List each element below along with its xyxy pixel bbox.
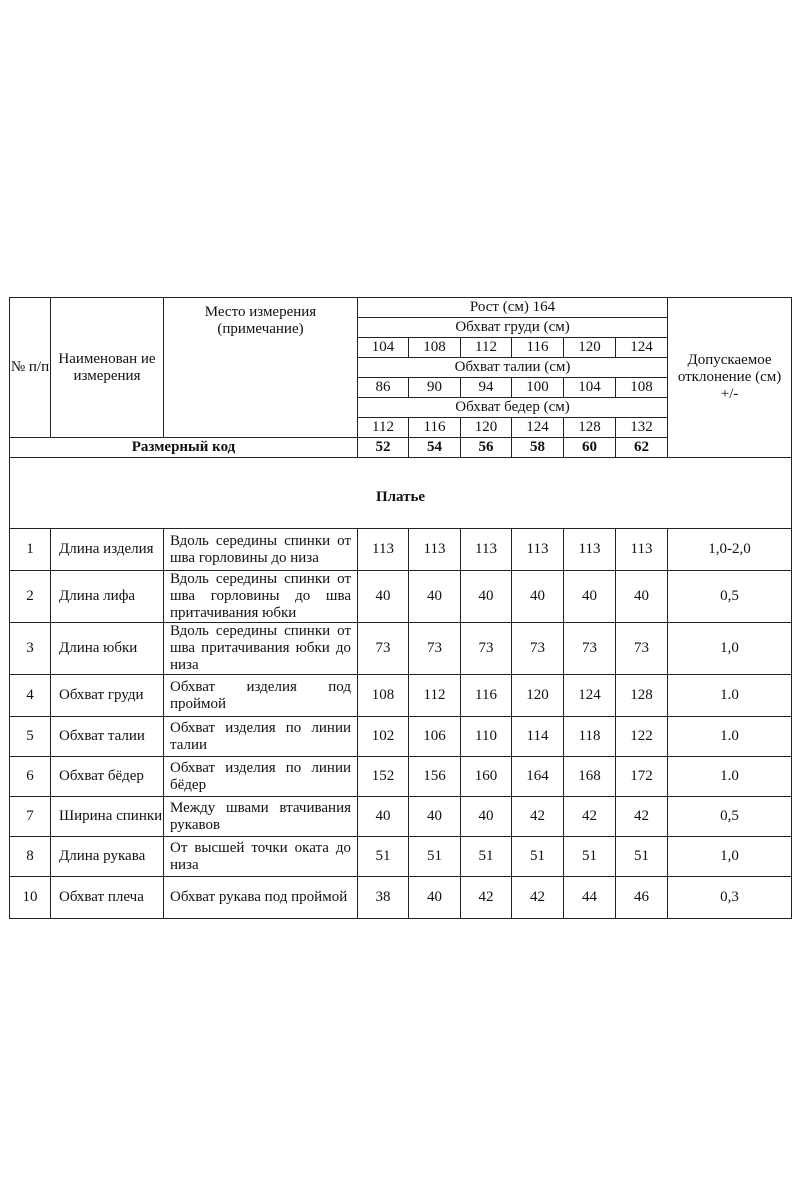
measurement-value: 73	[358, 623, 409, 675]
size-code: 60	[564, 438, 616, 458]
measurement-place: Между швами втачивания рукавов	[164, 797, 358, 837]
table-body	[10, 298, 792, 919]
size-code: 52	[358, 438, 409, 458]
measurement-value: 118	[564, 717, 616, 757]
measurement-place: Вдоль середины спинки от шва притачивания юбки до низа	[164, 623, 358, 675]
measurement-value: 122	[616, 717, 668, 757]
measurement-value: 128	[616, 675, 668, 717]
size-code: 54	[409, 438, 461, 458]
tolerance-value: 1,0	[668, 837, 792, 877]
chest-value: 112	[461, 338, 512, 358]
measurement-value: 102	[358, 717, 409, 757]
measurement-name: Длина лифа	[51, 571, 164, 623]
size-code: 62	[616, 438, 668, 458]
measurement-value: 40	[512, 571, 564, 623]
measurement-value: 40	[409, 571, 461, 623]
header-chest: Обхват груди (см)	[358, 318, 668, 338]
section-row	[10, 458, 792, 529]
measurement-value: 160	[461, 757, 512, 797]
waist-value: 108	[616, 378, 668, 398]
measurement-value: 51	[358, 837, 409, 877]
measurement-value: 40	[409, 877, 461, 919]
measurement-value: 113	[358, 529, 409, 571]
chest-value: 124	[616, 338, 668, 358]
measurement-value: 113	[409, 529, 461, 571]
size-code: 58	[512, 438, 564, 458]
hips-value: 124	[512, 418, 564, 438]
size-measurement-table	[9, 297, 792, 919]
measurement-place: Обхват изделия под проймой	[164, 675, 358, 717]
measurement-value: 40	[358, 797, 409, 837]
size-code-label: Размерный код	[10, 438, 358, 458]
measurement-value: 73	[616, 623, 668, 675]
measurement-place: От высшей точки оката до низа	[164, 837, 358, 877]
row-index: 4	[10, 675, 51, 717]
measurement-place: Обхват изделия по линии бёдер	[164, 757, 358, 797]
table-row	[10, 797, 792, 837]
table-row	[10, 571, 792, 623]
measurement-value: 44	[564, 877, 616, 919]
hips-value: 132	[616, 418, 668, 438]
chest-value: 108	[409, 338, 461, 358]
measurement-place: Вдоль середины спинки от шва горловины до шва притачивания юбки	[164, 571, 358, 623]
measurement-value: 73	[409, 623, 461, 675]
header-tolerance: Допускаемое отклонение (см) +/-	[668, 298, 792, 458]
measurement-place: Обхват рукава под проймой	[164, 877, 358, 919]
measurement-value: 51	[409, 837, 461, 877]
hips-value: 116	[409, 418, 461, 438]
measurement-value: 51	[512, 837, 564, 877]
table-row	[10, 529, 792, 571]
measurement-name: Обхват плеча	[51, 877, 164, 919]
table-row	[10, 623, 792, 675]
measurement-value: 116	[461, 675, 512, 717]
tolerance-value: 0,3	[668, 877, 792, 919]
waist-value: 104	[564, 378, 616, 398]
measurement-value: 38	[358, 877, 409, 919]
table-row	[10, 877, 792, 919]
waist-value: 90	[409, 378, 461, 398]
waist-value: 86	[358, 378, 409, 398]
measurement-value: 40	[564, 571, 616, 623]
row-index: 5	[10, 717, 51, 757]
measurement-value: 51	[461, 837, 512, 877]
tolerance-value: 1.0	[668, 675, 792, 717]
row-index: 2	[10, 571, 51, 623]
tolerance-value: 1,0	[668, 623, 792, 675]
measurement-name: Обхват бёдер	[51, 757, 164, 797]
header-row-height	[10, 298, 792, 318]
measurement-value: 42	[512, 797, 564, 837]
table-row	[10, 717, 792, 757]
measurement-value: 73	[461, 623, 512, 675]
table-row	[10, 675, 792, 717]
hips-value: 112	[358, 418, 409, 438]
measurement-value: 51	[564, 837, 616, 877]
measurement-value: 172	[616, 757, 668, 797]
measurement-value: 113	[512, 529, 564, 571]
measurement-name: Ширина спинки	[51, 797, 164, 837]
measurement-value: 112	[409, 675, 461, 717]
row-index: 6	[10, 757, 51, 797]
measurement-value: 168	[564, 757, 616, 797]
measurement-value: 42	[564, 797, 616, 837]
header-hips: Обхват бедер (см)	[358, 398, 668, 418]
header-height: Рост (см) 164	[358, 298, 668, 318]
header-name: Наименован ие измерения	[51, 298, 164, 438]
tolerance-value: 1.0	[668, 717, 792, 757]
table-row	[10, 757, 792, 797]
measurement-value: 46	[616, 877, 668, 919]
measurement-value: 73	[512, 623, 564, 675]
tolerance-value: 1.0	[668, 757, 792, 797]
measurement-value: 40	[409, 797, 461, 837]
measurement-value: 42	[512, 877, 564, 919]
measurement-name: Длина рукава	[51, 837, 164, 877]
waist-value: 94	[461, 378, 512, 398]
hips-value: 120	[461, 418, 512, 438]
table-row	[10, 837, 792, 877]
measurement-name: Длина изделия	[51, 529, 164, 571]
measurement-name: Обхват груди	[51, 675, 164, 717]
measurement-sheet	[9, 297, 791, 919]
measurement-value: 108	[358, 675, 409, 717]
measurement-value: 40	[461, 571, 512, 623]
row-index: 10	[10, 877, 51, 919]
hips-value: 128	[564, 418, 616, 438]
measurement-value: 110	[461, 717, 512, 757]
measurement-value: 40	[616, 571, 668, 623]
row-index: 8	[10, 837, 51, 877]
chest-value: 104	[358, 338, 409, 358]
size-code: 56	[461, 438, 512, 458]
measurement-value: 113	[461, 529, 512, 571]
measurement-value: 124	[564, 675, 616, 717]
chest-value: 116	[512, 338, 564, 358]
measurement-value: 152	[358, 757, 409, 797]
measurement-value: 106	[409, 717, 461, 757]
header-waist: Обхват талии (см)	[358, 358, 668, 378]
section-title: Платье	[10, 458, 792, 529]
chest-value: 120	[564, 338, 616, 358]
measurement-value: 42	[461, 877, 512, 919]
measurement-value: 73	[564, 623, 616, 675]
measurement-value: 114	[512, 717, 564, 757]
header-place: Место измерения (примечание)	[164, 298, 358, 438]
measurement-name: Обхват талии	[51, 717, 164, 757]
row-index: 7	[10, 797, 51, 837]
tolerance-value: 0,5	[668, 571, 792, 623]
measurement-value: 120	[512, 675, 564, 717]
header-num: № п/п	[10, 298, 51, 438]
measurement-value: 113	[616, 529, 668, 571]
measurement-value: 113	[564, 529, 616, 571]
measurement-place: Обхват изделия по линии талии	[164, 717, 358, 757]
tolerance-value: 1,0-2,0	[668, 529, 792, 571]
row-index: 1	[10, 529, 51, 571]
measurement-place: Вдоль середины спинки от шва горловины до низа	[164, 529, 358, 571]
measurement-value: 40	[358, 571, 409, 623]
measurement-value: 51	[616, 837, 668, 877]
measurement-name: Длина юбки	[51, 623, 164, 675]
measurement-value: 164	[512, 757, 564, 797]
measurement-value: 156	[409, 757, 461, 797]
row-index: 3	[10, 623, 51, 675]
measurement-value: 42	[616, 797, 668, 837]
waist-value: 100	[512, 378, 564, 398]
measurement-value: 40	[461, 797, 512, 837]
tolerance-value: 0,5	[668, 797, 792, 837]
